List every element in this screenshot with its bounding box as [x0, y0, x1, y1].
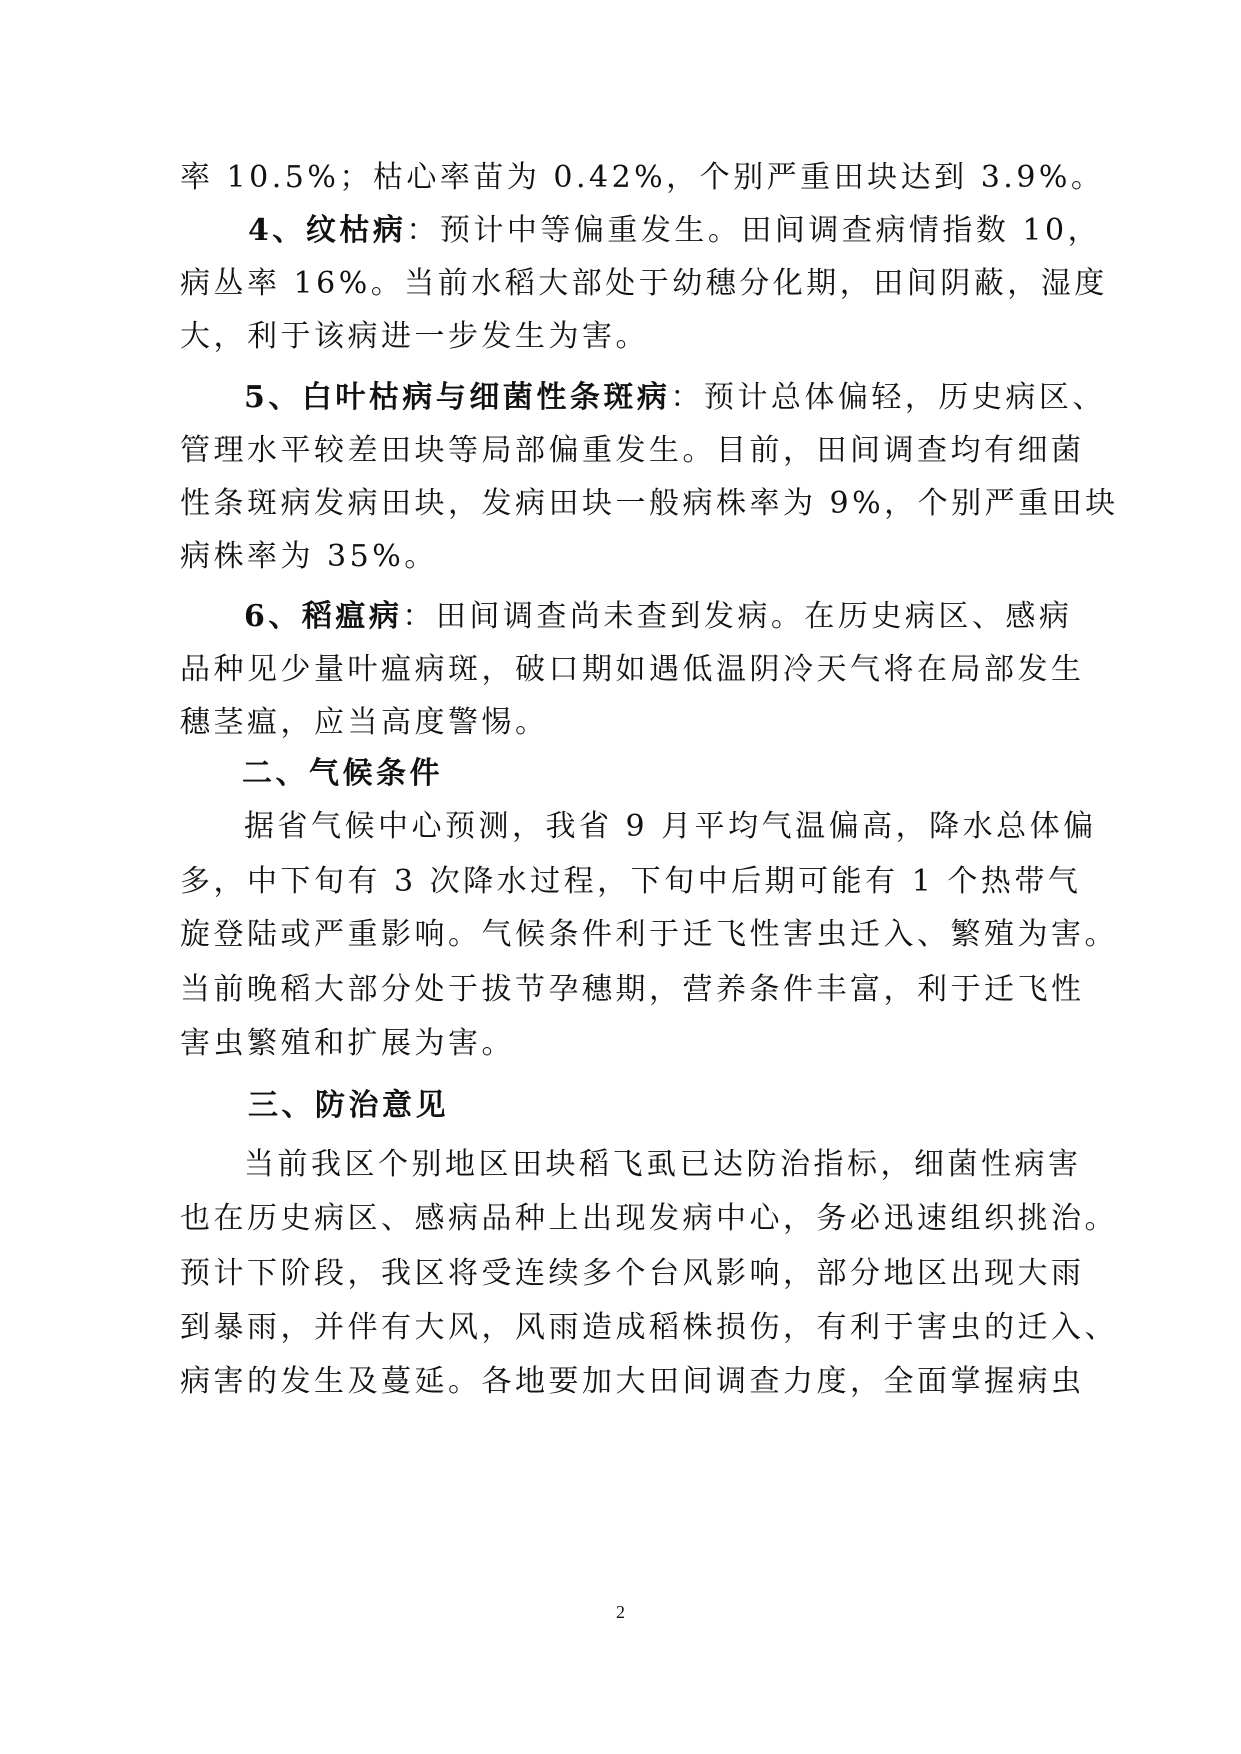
paragraph-5-first-line: [244, 378, 1144, 418]
body-line: 穗茎瘟，应当高度警惕。: [180, 705, 549, 740]
page-number: 2: [616, 1602, 625, 1622]
body-line: 率 10.5%；枯心率苗为 0.42%，个别严重田块达到 3.9%。: [180, 160, 1105, 195]
paragraph-text: ：预计总体偏轻，历史病区、: [670, 380, 1106, 415]
paragraph-6-first-line: [244, 597, 1144, 637]
section-heading-control: 三、防治意见: [248, 1088, 449, 1123]
body-line: 病害的发生及蔓延。各地要加大田间调查力度，全面掌握病虫: [180, 1364, 1085, 1399]
body-line: 管理水平较差田块等局部偏重发生。目前，田间调查均有细菌: [180, 433, 1085, 468]
body-line: 害虫繁殖和扩展为害。: [180, 1026, 515, 1061]
body-line: 当前晚稻大部分处于拔节孕穗期，营养条件丰富，利于迁飞性: [180, 972, 1085, 1007]
body-line: 据省气候中心预测，我省 9 月平均气温偏高，降水总体偏: [244, 809, 1097, 844]
body-line: 预计下阶段，我区将受连续多个台风影响，部分地区出现大雨: [180, 1256, 1085, 1291]
body-line: 到暴雨，并伴有大风，风雨造成稻株损伤，有利于害虫的迁入、: [180, 1310, 1118, 1345]
section-heading-climate: 二、气候条件: [242, 756, 443, 791]
body-line: 旋登陆或严重影响。气候条件利于迁飞性害虫迁入、繁殖为害。: [180, 917, 1118, 952]
paragraph-label: 6、稻瘟病: [244, 599, 403, 634]
body-line: 多，中下旬有 3 次降水过程，下旬中后期可能有 1 个热带气: [180, 864, 1082, 899]
body-line: 大，利于该病进一步发生为害。: [180, 319, 649, 354]
body-line: 病丛率 16%。当前水稻大部处于幼穗分化期，田间阴蔽，湿度: [180, 266, 1108, 301]
paragraph-4-first-line: [248, 211, 1148, 251]
paragraph-label: 4、纹枯病: [248, 213, 407, 248]
body-line: 品种见少量叶瘟病斑，破口期如遇低温阴冷天气将在局部发生: [180, 652, 1085, 687]
body-line: 当前我区个别地区田块稻飞虱已达防治指标，细菌性病害: [244, 1147, 1082, 1182]
paragraph-text: ：田间调查尚未查到发病。在历史病区、感病: [402, 599, 1073, 634]
paragraph-label: 5、白叶枯病与细菌性条斑病: [244, 380, 671, 415]
paragraph-text: ：预计中等偏重发生。田间调查病情指数 10，: [406, 213, 1102, 248]
body-line: 也在历史病区、感病品种上出现发病中心，务必迅速组织挑治。: [180, 1201, 1118, 1236]
body-line: 病株率为 35%。: [180, 539, 438, 574]
body-line: 性条斑病发病田块，发病田块一般病株率为 9%，个别严重田块: [180, 486, 1119, 521]
